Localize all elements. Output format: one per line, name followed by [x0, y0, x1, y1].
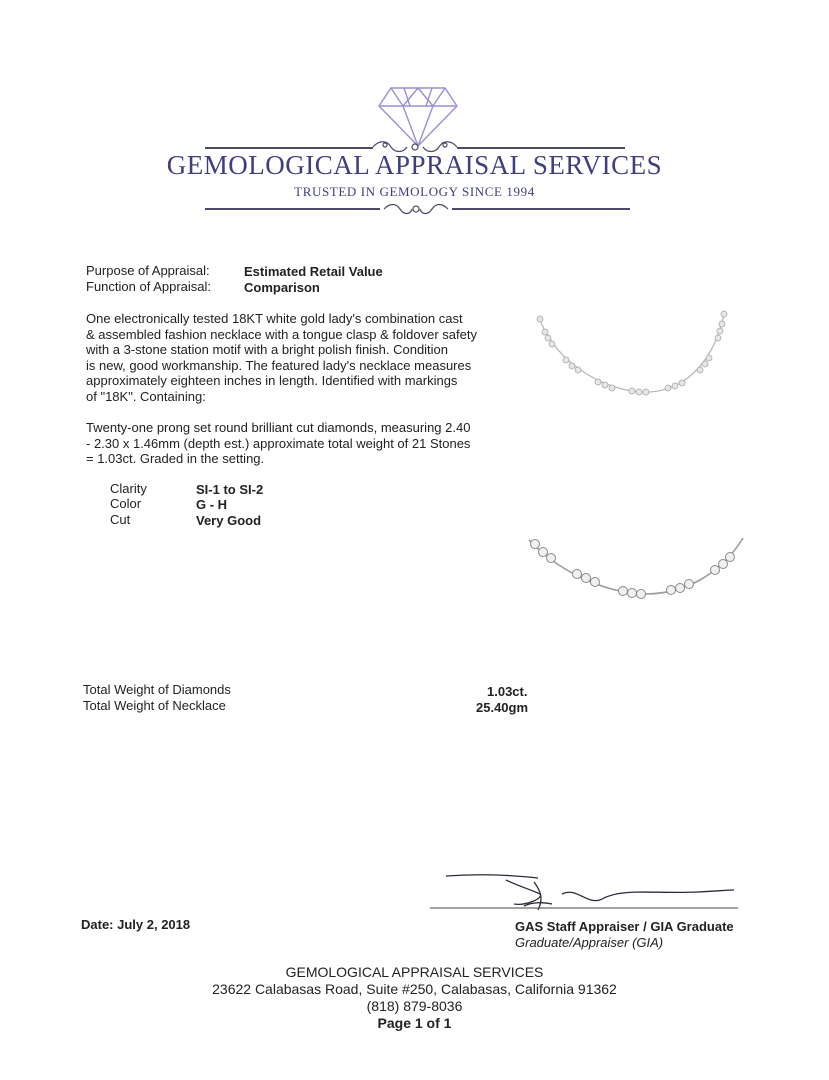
necklace-photo [528, 306, 734, 401]
cut-label: Cut [110, 512, 131, 527]
appraiser-title: GAS Staff Appraiser / GIA Graduate [515, 919, 734, 934]
total-necklace-weight-label: Total Weight of Necklace [83, 698, 226, 713]
description-line: of "18K". Containing: [86, 388, 206, 404]
header-rule-top-right [457, 147, 625, 149]
purpose-label: Purpose of Appraisal: [86, 263, 210, 278]
clarity-label: Clarity [110, 481, 147, 496]
footer-phone: (818) 879-8036 [366, 998, 463, 1014]
item-description [86, 311, 516, 404]
footer-company-name: GEMOLOGICAL APPRAISAL SERVICES [285, 964, 544, 980]
description-line: is new, good workmanship. The featured lady's necklace measures [86, 357, 472, 373]
footer-address: 23622 Calabasas Road, Suite #250, Calabasas, California 91362 [212, 981, 617, 997]
total-diamond-weight-value: 1.03ct. [487, 684, 528, 699]
header-rule-top-left [205, 147, 373, 149]
purpose-value: Estimated Retail Value [244, 264, 383, 279]
flourish-ornament-icon [380, 201, 452, 217]
diamond-description-line: Twenty-one prong set round brilliant cut diamonds, measuring 2.40 [86, 420, 471, 435]
description-line: One electronically tested 18KT white gold lady's combination cast [86, 311, 463, 326]
diamond-description-line: - 2.30 x 1.46mm (depth est.) approximate total weight of 21 Stones [86, 435, 471, 451]
header-rule-bottom-left [205, 208, 380, 210]
color-value: G - H [196, 497, 228, 512]
description-line: with a 3-stone station motif with a bright polish finish. Condition [86, 342, 449, 357]
necklace-closeup-photo [525, 528, 747, 602]
function-label: Function of Appraisal: [86, 279, 212, 294]
function-value: Comparison [244, 280, 320, 295]
total-necklace-weight-value: 25.40gm [476, 700, 529, 715]
header-rule-bottom-right [452, 208, 630, 210]
clarity-value: SI-1 to SI-2 [196, 482, 264, 497]
description-line: & assembled fashion necklace with a tongue clasp & foldover safety [86, 326, 477, 342]
appraiser-signature [428, 868, 740, 920]
company-tagline: TRUSTED IN GEMOLOGY SINCE 1994 [294, 184, 535, 199]
diamond-description [86, 420, 516, 467]
appraisal-date: Date: July 2, 2018 [81, 917, 191, 932]
page-number: Page 1 of 1 [377, 1015, 452, 1031]
cut-value: Very Good [196, 513, 262, 528]
color-label: Color [110, 496, 142, 511]
total-diamond-weight-label: Total Weight of Diamonds [83, 682, 231, 697]
description-line: approximately eighteen inches in length. Identified with markings [86, 373, 458, 388]
diamond-description-line: = 1.03ct. Graded in the setting. [86, 451, 265, 466]
appraiser-subtitle: Graduate/Appraiser (GIA) [515, 935, 664, 950]
company-name: GEMOLOGICAL APPRAISAL SERVICES [166, 150, 663, 180]
